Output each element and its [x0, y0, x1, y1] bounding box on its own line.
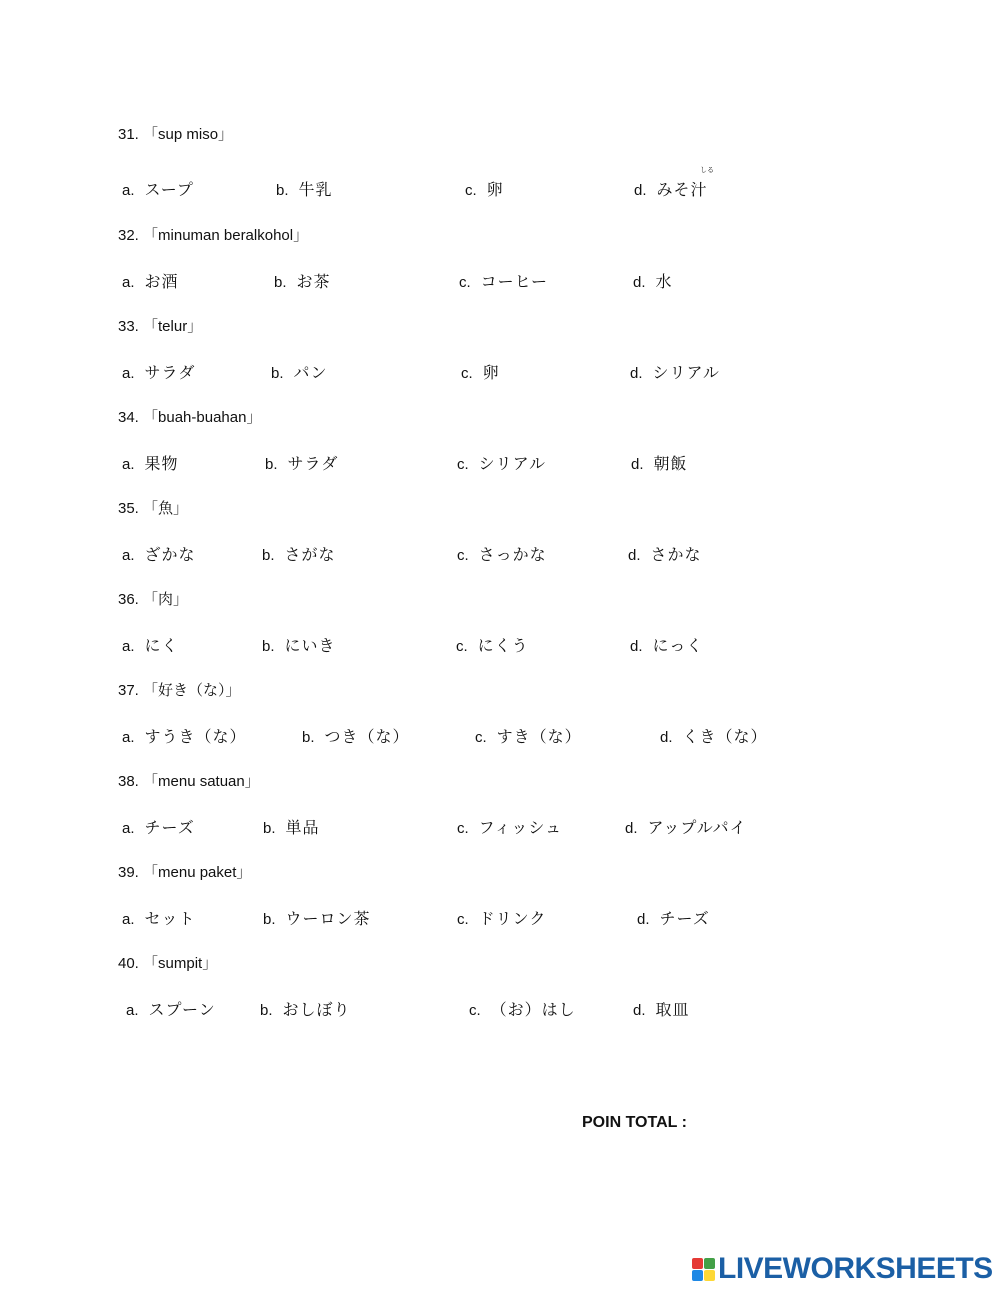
option-text: アップルパイ: [647, 818, 747, 837]
option-text: フィッシュ: [478, 818, 563, 837]
answer-option[interactable]: [126, 997, 216, 1020]
question-label: 31. 「sup miso」: [118, 126, 234, 143]
option-text: チーズ: [659, 909, 710, 928]
option-letter: a.: [122, 365, 135, 382]
option-text: ウーロン茶: [285, 909, 371, 928]
option-letter: b.: [260, 1002, 273, 1019]
answer-option[interactable]: [122, 724, 247, 747]
option-letter: a.: [122, 182, 135, 199]
answer-option[interactable]: [265, 451, 338, 474]
option-text: ざかな: [144, 545, 196, 564]
brand-name: LIVEWORKSHEETS: [718, 1252, 993, 1285]
option-text: コーヒー: [480, 272, 549, 291]
answer-option[interactable]: [276, 177, 333, 200]
option-text: （お）はし: [490, 1000, 576, 1019]
option-letter: a.: [122, 729, 135, 746]
option-letter: d.: [625, 820, 638, 837]
option-letter: a.: [122, 911, 135, 928]
logo-square-red: [692, 1258, 703, 1269]
option-letter: b.: [263, 820, 276, 837]
option-text: スプーン: [148, 1000, 216, 1019]
question-label: 33. 「telur」: [118, 318, 203, 335]
option-letter: c.: [461, 365, 473, 382]
option-text: シリアル: [478, 454, 547, 473]
liveworksheets-brand: [692, 1252, 993, 1286]
answer-option[interactable]: [122, 360, 195, 383]
answer-option[interactable]: [633, 997, 690, 1020]
answer-option[interactable]: [465, 177, 504, 200]
question-label: 39. 「menu paket」: [118, 864, 252, 881]
option-letter: c.: [459, 274, 471, 291]
question-label: 37. 「好き（な）」: [118, 682, 241, 699]
answer-option[interactable]: [637, 906, 710, 929]
answer-option[interactable]: [475, 724, 582, 747]
answer-option[interactable]: [457, 815, 562, 838]
answer-option[interactable]: [628, 542, 702, 565]
answer-option[interactable]: [122, 269, 179, 292]
option-letter: a.: [122, 820, 135, 837]
option-text: お茶: [296, 272, 331, 291]
answer-option[interactable]: [122, 451, 179, 474]
answer-option[interactable]: [630, 360, 720, 383]
option-text: にいき: [284, 636, 336, 655]
answer-option[interactable]: [459, 269, 548, 292]
option-letter: d.: [660, 729, 673, 746]
option-letter: c.: [465, 182, 477, 199]
option-letter: b.: [276, 182, 289, 199]
option-letter: b.: [265, 456, 278, 473]
option-letter: d.: [631, 456, 644, 473]
option-letter: c.: [457, 456, 469, 473]
question-label: 36. 「肉」: [118, 591, 189, 608]
option-text: シリアル: [652, 363, 720, 382]
option-letter: b.: [274, 274, 287, 291]
answer-option[interactable]: [457, 451, 546, 474]
answer-option[interactable]: [625, 815, 747, 838]
option-text: ドリンク: [478, 909, 547, 928]
answer-option[interactable]: [630, 633, 703, 656]
option-text: にくう: [477, 636, 529, 655]
option-text: さかな: [650, 545, 702, 564]
answer-option[interactable]: [302, 724, 410, 747]
answer-option[interactable]: [262, 542, 336, 565]
option-text: おしぼり: [282, 1000, 351, 1019]
option-letter: b.: [302, 729, 315, 746]
answer-option[interactable]: [262, 633, 336, 656]
option-text: みそ汁: [656, 180, 708, 199]
option-text: チーズ: [144, 818, 195, 837]
answer-option[interactable]: [263, 815, 320, 838]
furigana-shiru: しる: [700, 166, 714, 174]
option-text: 果物: [144, 454, 179, 473]
option-text: にっく: [652, 636, 704, 655]
answer-option[interactable]: [260, 997, 351, 1020]
question-label: 34. 「buah-buahan」: [118, 409, 262, 426]
option-letter: c.: [457, 911, 469, 928]
option-letter: b.: [271, 365, 284, 382]
option-letter: d.: [630, 365, 643, 382]
question-label: 38. 「menu satuan」: [118, 773, 260, 790]
option-text: パン: [293, 363, 328, 382]
option-text: つき（な）: [324, 727, 410, 746]
option-letter: d.: [637, 911, 650, 928]
option-letter: a.: [122, 638, 135, 655]
option-letter: d.: [630, 638, 643, 655]
option-text: すき（な）: [496, 727, 582, 746]
option-letter: a.: [122, 547, 135, 564]
poin-total-label: POIN TOTAL :: [582, 1114, 687, 1131]
option-letter: c.: [457, 547, 469, 564]
option-text: 水: [655, 272, 673, 291]
question-label: 32. 「minuman beralkohol」: [118, 227, 309, 244]
option-letter: d.: [633, 1002, 646, 1019]
option-text: サラダ: [144, 363, 196, 382]
option-letter: c.: [469, 1002, 481, 1019]
option-text: すうき（な）: [144, 727, 247, 746]
option-letter: d.: [628, 547, 641, 564]
answer-option[interactable]: [634, 177, 708, 200]
option-letter: c.: [457, 820, 469, 837]
answer-option[interactable]: [457, 906, 546, 929]
logo-square-blue: [692, 1270, 703, 1281]
question-label: 35. 「魚」: [118, 500, 189, 517]
option-text: 取皿: [655, 1000, 690, 1019]
option-text: くき（な）: [682, 727, 768, 746]
answer-option[interactable]: [122, 177, 194, 200]
option-text: さっかな: [478, 545, 547, 564]
option-letter: b.: [262, 547, 275, 564]
answer-option[interactable]: [456, 633, 529, 656]
logo-square-yellow: [704, 1270, 715, 1281]
answer-option[interactable]: [122, 542, 196, 565]
logo-square-green: [704, 1258, 715, 1269]
option-text: セット: [144, 909, 196, 928]
option-text: 卵: [486, 180, 504, 199]
answer-option[interactable]: [633, 269, 673, 292]
option-text: さがな: [284, 545, 336, 564]
answer-option[interactable]: [631, 451, 688, 474]
question-label: 40. 「sumpit」: [118, 955, 218, 972]
option-letter: c.: [456, 638, 468, 655]
option-text: 単品: [285, 818, 320, 837]
answer-option[interactable]: [469, 997, 576, 1020]
answer-option[interactable]: [122, 633, 179, 656]
answer-option[interactable]: [274, 269, 331, 292]
option-letter: a.: [122, 456, 135, 473]
answer-option[interactable]: [263, 906, 371, 929]
option-letter: a.: [122, 274, 135, 291]
liveworksheets-logo-icon: [692, 1258, 715, 1281]
answer-option[interactable]: [660, 724, 768, 747]
option-text: にく: [144, 636, 179, 655]
option-text: スープ: [144, 180, 194, 199]
option-letter: d.: [633, 274, 646, 291]
option-letter: a.: [126, 1002, 139, 1019]
answer-option[interactable]: [457, 542, 547, 565]
answer-option[interactable]: [122, 906, 196, 929]
option-text: お酒: [144, 272, 179, 291]
option-text: サラダ: [287, 454, 339, 473]
option-letter: b.: [262, 638, 275, 655]
option-text: 牛乳: [298, 180, 333, 199]
option-letter: c.: [475, 729, 487, 746]
option-letter: d.: [634, 182, 647, 199]
option-text: 卵: [482, 363, 500, 382]
answer-option[interactable]: [461, 360, 500, 383]
option-text: 朝飯: [653, 454, 688, 473]
option-letter: b.: [263, 911, 276, 928]
answer-option[interactable]: [122, 815, 195, 838]
answer-option[interactable]: [271, 360, 328, 383]
